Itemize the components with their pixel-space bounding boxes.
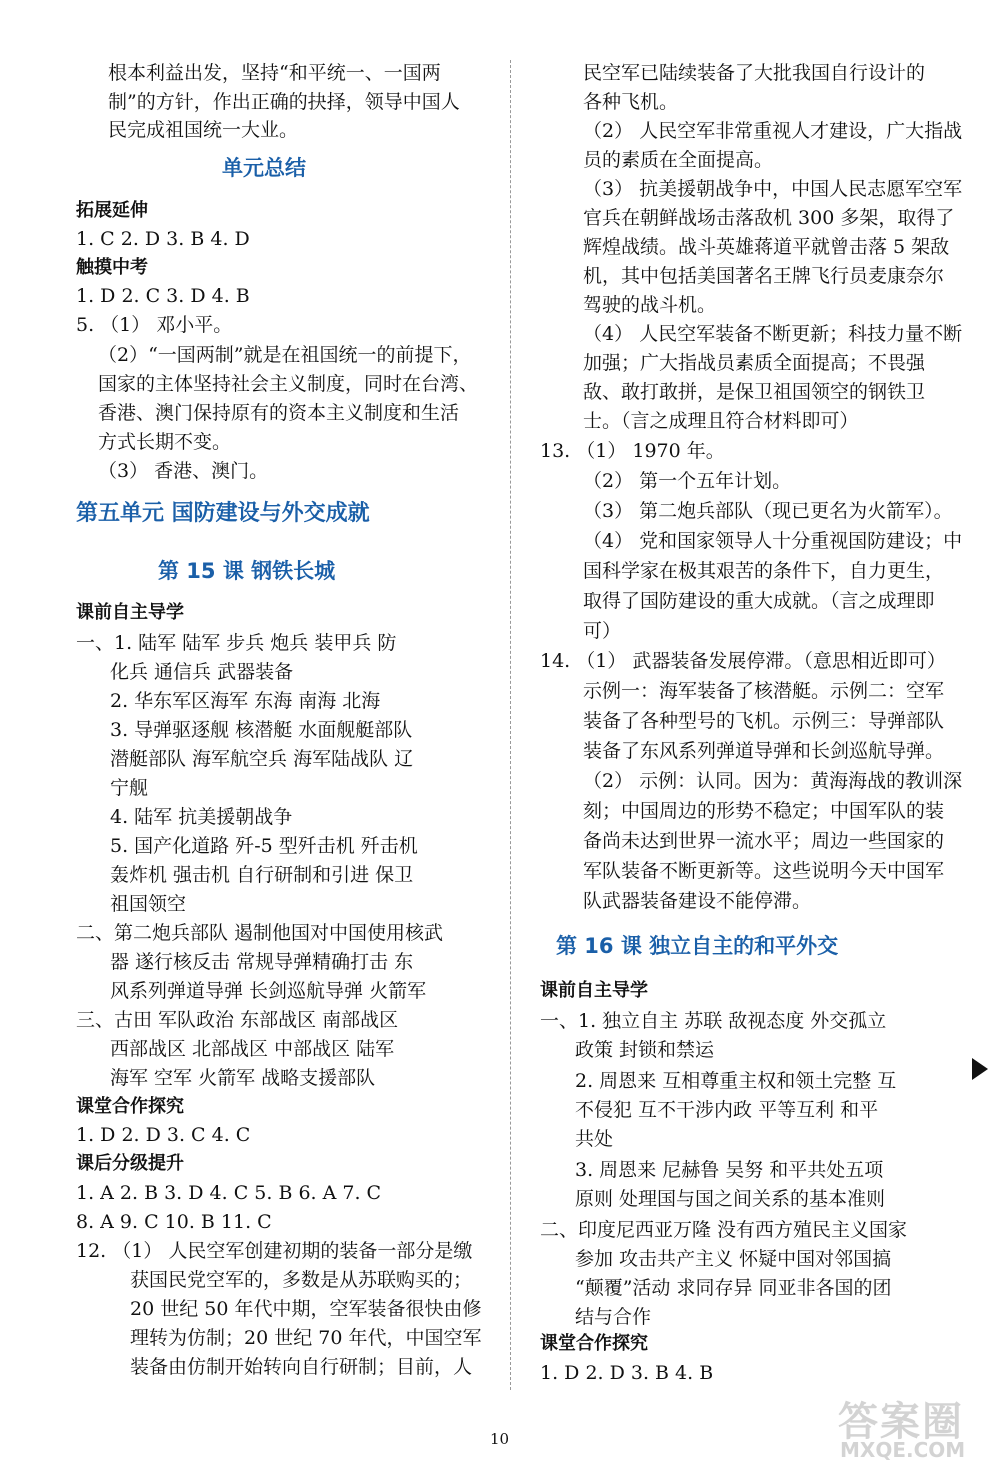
watermark-text: 答案圈 [838,1399,964,1445]
answer-line: 理转为仿制；20 世纪 70 年代，中国空军 [130,1327,482,1349]
answer-line: 1. A 2. B 3. D 4. C 5. B 6. A 7. C [76,1182,382,1204]
answer-line: 轰炸机 强击机 自行研制和引进 保卫 [110,864,414,886]
answer-line: （2）“一国两制”就是在祖国统一的前提下， [98,344,472,366]
answer-line: （2） 示例：认同。因为：黄海海战的教训深 [583,770,963,792]
text-line: 民完成祖国统一大业。 [108,119,299,141]
answer-line: 风系列弹道导弹 长剑巡航导弹 火箭军 [110,980,427,1002]
answer-line: 一、1. 陆军 陆军 步兵 炮兵 装甲兵 防 [76,632,397,654]
answer-line: （2） 第一个五年计划。 [583,470,792,492]
answer-line: 海军 空军 火箭军 战略支援部队 [110,1067,376,1089]
answer-line: 器 遂行核反击 常规导弹精确打击 东 [110,951,414,973]
answer-line: 2. 华东军区海军 东海 南海 北海 [110,690,381,712]
watermark-logo [838,1390,988,1465]
answer-line: 1. C 2. D 3. B 4. D [76,228,250,250]
subsection-title: 课前自主导学 [540,980,648,1001]
text-line: 辉煌战绩。战斗英雄蒋道平就曾击落 5 架敌 [583,236,950,258]
text-line: 根本利益出发，坚持“和平统一、一国两 [108,62,441,84]
unit-title: 第五单元 国防建设与外交成就 [76,501,370,526]
subsection-title: 课堂合作探究 [76,1096,184,1117]
subsection-title: 触摸中考 [76,257,148,278]
text-line: （4） 人民空军装备不断更新；科技力量不断 [583,323,963,345]
answer-line: 8. A 9. C 10. B 11. C [76,1211,272,1233]
answer-line: 示例一：海军装备了核潜艇。示例二：空军 [583,680,945,702]
text-line: 制”的方针，作出正确的抉择，领导中国人 [108,91,460,113]
text-line: 士。（言之成理且符合材料即可） [583,410,859,432]
answer-line: 13. （1） 1970 年。 [540,440,725,462]
column-divider [510,60,511,1390]
lesson-title: 第 15 课 钢铁长城 [158,559,336,583]
answer-line: 队武器装备建设不能停滞。 [583,890,812,912]
answer-line: 备尚未达到世界一流水平；周边一些国家的 [583,830,945,852]
answer-line: 三、古田 军队政治 东部战区 南部战区 [76,1009,399,1031]
answer-line: 1. D 2. D 3. C 4. C [76,1124,251,1146]
page-number: 10 [490,1430,510,1448]
answer-line: （4） 党和国家领导人十分重视国防建设；中 [583,530,963,552]
answer-line: 2. 周恩来 互相尊重主权和领土完整 互 [575,1070,897,1092]
subsection-title: 拓展延伸 [76,200,148,221]
answer-line: 二、印度尼西亚万隆 没有西方殖民主义国家 [540,1219,908,1241]
answer-line: 不侵犯 互不干涉内政 平等互利 和平 [575,1099,879,1121]
answer-line: 参加 攻击共产主义 怀疑中国对邻国搞 [575,1248,892,1270]
subsection-title: 课前自主导学 [76,602,184,623]
text-line: 驾驶的战斗机。 [583,294,717,316]
answer-line: 20 世纪 50 年代中期，空军装备很快由修 [130,1298,482,1320]
subsection-title: 课堂合作探究 [540,1333,648,1354]
text-line: 员的素质在全面提高。 [583,149,774,171]
answer-line: “颠覆”活动 求同存异 同亚非各国的团 [575,1277,892,1299]
answer-line: 二、第二炮兵部队 遏制他国对中国使用核武 [76,922,444,944]
watermark-url: MXQE.COM [840,1438,966,1462]
page-arrow-icon [972,1058,988,1080]
answer-line: 3. 周恩来 尼赫鲁 吴努 和平共处五项 [575,1159,884,1181]
answer-line: 香港、澳门保持原有的资本主义制度和生活 [98,402,460,424]
text-line: （2） 人民空军非常重视人才建设，广大指战 [583,120,963,142]
answer-line: 祖国领空 [110,893,187,915]
subsection-title: 课后分级提升 [76,1153,184,1174]
answer-line: 一、1. 独立自主 苏联 敌视态度 外交孤立 [540,1010,887,1032]
lesson-title: 第 16 课 独立自主的和平外交 [556,934,839,958]
text-line: 民空军已陆续装备了大批我国自行设计的 [583,62,926,84]
answer-line: 原则 处理国与国之间关系的基本准则 [575,1188,886,1210]
answer-line: 1. D 2. D 3. B 4. B [540,1362,714,1384]
answer-line: 装备由仿制开始转向自行研制；目前，人 [130,1356,473,1378]
text-line: 机，其中包括美国著名王牌飞行员麦康奈尔 [583,265,945,287]
answer-line: 西部战区 北部战区 中部战区 陆军 [110,1038,395,1060]
answer-line: 刻；中国周边的形势不稳定；中国军队的装 [583,800,945,822]
answer-line: 5. 国产化道路 歼-5 型歼击机 歼击机 [110,835,418,857]
answer-line: （3） 香港、澳门。 [98,460,269,482]
answer-line: 潜艇部队 海军航空兵 海军陆战队 辽 [110,748,414,770]
answer-line: 3. 导弹驱逐舰 核潜艇 水面舰艇部队 [110,719,413,741]
answer-line: 政策 封锁和禁运 [575,1039,715,1061]
answer-line: 国科学家在极其艰苦的条件下，自力更生， [583,560,945,582]
answer-line: 5. （1） 邓小平。 [76,314,233,336]
answer-line: 装备了东风系列弹道导弹和长剑巡航导弹。 [583,740,945,762]
answer-line: 4. 陆军 抗美援朝战争 [110,806,293,828]
text-line: 敌、敢打敢拼，是保卫祖国领空的钢铁卫 [583,381,926,403]
answer-line: 可） [583,620,622,642]
answer-line: 装备了各种型号的飞机。示例三：导弹部队 [583,710,945,732]
answer-line: 结与合作 [575,1306,652,1328]
answer-line: 12. （1） 人民空军创建初期的装备一部分是缴 [76,1240,473,1262]
answer-line: 14. （1） 武器装备发展停滞。（意思相近即可） [540,650,946,672]
answer-line: 1. D 2. C 3. D 4. B [76,285,250,307]
answer-line: 军队装备不断更新等。这些说明今天中国军 [583,860,945,882]
answer-line: 化兵 通信兵 武器装备 [110,661,294,683]
text-line: （3） 抗美援朝战争中，中国人民志愿军空军 [583,178,963,200]
answer-line: 取得了国防建设的重大成就。（言之成理即 [583,590,935,612]
answer-line: 宁舰 [110,777,149,799]
text-line: 各种飞机。 [583,91,679,113]
section-title-unit-summary: 单元总结 [222,156,306,180]
answer-line: 方式长期不变。 [98,431,232,453]
text-line: 官兵在朝鲜战场击落敌机 300 多架，取得了 [583,207,955,229]
answer-line: （3） 第二炮兵部队（现已更名为火箭军）。 [583,500,953,522]
answer-line: 获国民党空军的，多数是从苏联购买的； [130,1269,473,1291]
text-line: 加强；广大指战员素质全面提高；不畏强 [583,352,926,374]
answer-line: 共处 [575,1128,614,1150]
answer-line: 国家的主体坚持社会主义制度，同时在台湾、 [98,373,479,395]
